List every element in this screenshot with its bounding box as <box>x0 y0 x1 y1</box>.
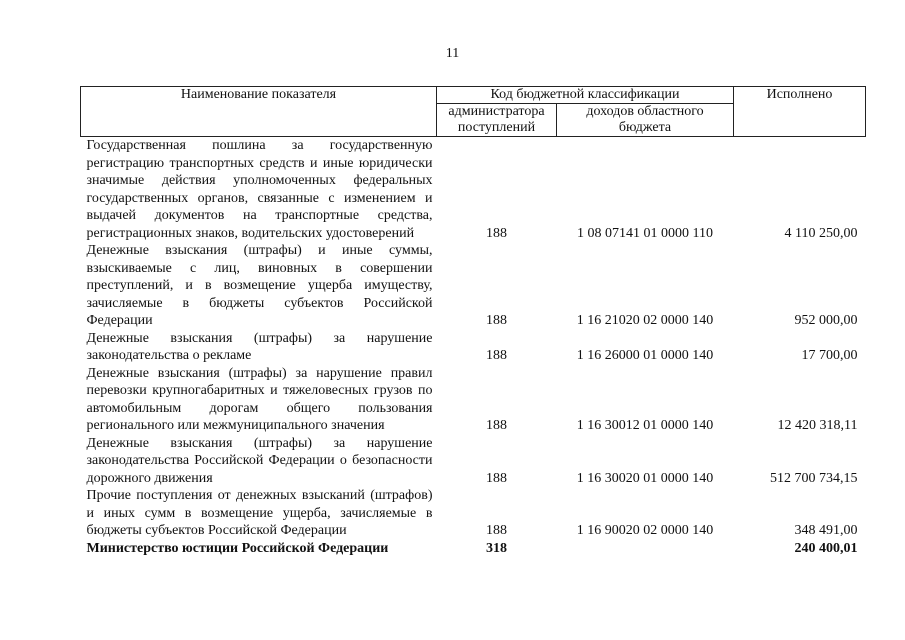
row-amount: 12 420 318,11 <box>777 418 858 433</box>
row-income-code: 1 08 07141 01 0000 110 <box>577 225 713 241</box>
row-admin-code: 188 <box>486 418 507 433</box>
row-name: Денежные взыскания (штрафы) и иные суммы, взыскиваемые с лиц, виновных в совершении преступлений, и в возмещение ущерба имуществу, зачисляемые в бюджеты субъектов Российской Федерации <box>86 243 433 328</box>
row-name: Государственная пошлина за государственную регистрацию транспортных средств и иные юридически значимые действия уполномоченных федеральных государственных органов, связанные с изменением и выдачей документов на транспортные средства, регистрационных знаков, водительских удостоверений <box>86 138 433 241</box>
row-name: Денежные взыскания (штрафы) за нарушение законодательства Российской Федерации о безопасности дорожного движения <box>86 435 433 486</box>
row-income-code: 1 16 30020 01 0000 140 <box>576 470 714 486</box>
row-admin-code: 188 <box>486 470 507 486</box>
table-row <box>81 137 866 243</box>
row-income-code <box>557 540 734 558</box>
row-income-code: 1 16 90020 02 0000 140 <box>576 523 714 538</box>
row-income-code: 1 16 30012 01 0000 140 <box>576 418 714 433</box>
row-name: Прочие поступления от денежных взысканий (штрафов) и иных сумм в возмещение ущерба, зачисляемые в бюджеты субъектов Российской Федерации <box>86 488 433 538</box>
row-income-code: 1 16 21020 02 0000 140 <box>576 313 714 328</box>
header-executed: Исполнено <box>734 87 866 137</box>
row-admin-code: 188 <box>486 225 507 241</box>
table-row <box>81 435 866 488</box>
header-indicator-name: Наименование показателя <box>81 87 437 137</box>
header-regional-income: доходов областного бюджета <box>557 104 734 137</box>
row-amount: 4 110 250,00 <box>784 225 858 241</box>
row-amount: 952 000,00 <box>794 313 858 328</box>
row-amount: 240 400,01 <box>794 540 858 556</box>
row-name: Денежные взыскания (штрафы) за нарушение правил перевозки крупногабаритных и тяжеловесных грузов по автомобильным дорогам общего пользования регионального или межмуниципального значения <box>86 365 433 433</box>
row-name: Министерство юстиции Российской Федерации <box>86 540 389 556</box>
table-row-total <box>81 540 866 558</box>
header-budget-code-group: Код бюджетной классификации <box>437 87 734 104</box>
row-amount: 17 700,00 <box>801 348 858 363</box>
header-administrator: администратора поступлений <box>437 104 557 137</box>
row-amount: 512 700 734,15 <box>770 470 858 486</box>
row-name: Денежные взыскания (штрафы) за нарушение законодательства о рекламе <box>86 330 433 363</box>
table-row <box>81 487 866 540</box>
row-admin-code: 188 <box>486 313 507 328</box>
table-row <box>81 242 866 330</box>
row-income-code: 1 16 26000 01 0000 140 <box>576 348 714 363</box>
row-amount: 348 491,00 <box>794 523 858 538</box>
page-number: 11 <box>445 46 460 61</box>
row-admin-code: 318 <box>486 540 507 556</box>
table-row <box>81 330 866 365</box>
budget-table <box>80 86 866 557</box>
table-body <box>81 137 866 558</box>
row-admin-code: 188 <box>486 523 507 538</box>
table-row <box>81 365 866 435</box>
table-header <box>81 87 866 137</box>
row-admin-code: 188 <box>486 348 507 363</box>
